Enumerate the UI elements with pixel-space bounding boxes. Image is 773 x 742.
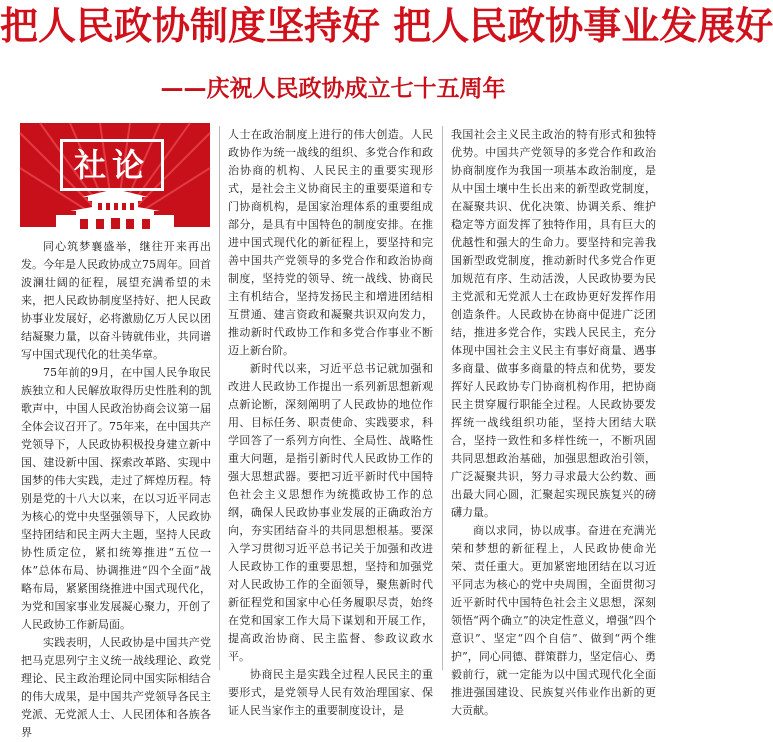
column-2 bbox=[228, 126, 433, 717]
paragraph: 75年前的9月，在中国人民争取民族独立和人民解放取得历史性胜利的凯歌声中，中国人民政治协商会议第一届全体会议召开了。75年来，在中国共产党领导下，人民政协积极投身建立新中国、建设新中国、探索改革路、实现中国梦的伟大实践，走过了辉煌历程。特别是党的十八大以来，在以习近平同志为核心的党中央坚强领导下，人民政协坚持团结和民主两大主题，坚持人民政协性质定位，紧扣统筹推进“五位一体”总体布局、协调推进“四个全面”战略布局，紧紧围绕推进中国式现代化，为党和国家事业发展凝心聚力，开创了人民政协工作新局面。 bbox=[21, 366, 211, 631]
editorial-logo bbox=[20, 123, 210, 233]
column-divider bbox=[219, 126, 220, 670]
paragraph: 商以求同，协以成事。奋进在充满光荣和梦想的新征程上，人民政协使命光荣、责任重大。更加紧密地团结在以习近平同志为核心的党中央周围，全面贯彻习近平新时代中国特色社会主义思想，深刻领悟“两个确立”的决定性意义，增强“四个意识”、坚定“四个自信”、做到“两个维护”，同心同德、群策群力，坚定信心、勇毅前行，就一定能为以中国式现代化全面推进强国建设、民族复兴伟业作出新的更大贡献。 bbox=[451, 524, 656, 717]
paragraph: 新时代以来，习近平总书记就加强和改进人民政协工作提出一系列新思想新观点新论断，深刻阐明了人民政协的地位作用、目标任务、职责使命、实践要求，科学回答了一系列方向性、全局性、战略性重大问题，是指引新时代人民政协工作的强大思想武器。要把习近平新时代中国特色社会主义思想作为统揽政协工作的总纲，确保人民政协事业发展的正确政治方向，夯实团结奋斗的共同思想根基。要深入学习贯彻习近平总书记关于加强和改进人民政协工作的重要思想，坚持和加强党对人民政协工作的全面领导，聚焦新时代新征程党和国家中心任务履职尽责，始终在党和国家工作大局下谋划和开展工作，提高政治协商、民主监督、参政议政水平。 bbox=[228, 362, 433, 663]
column-1 bbox=[21, 238, 211, 739]
paragraph: 协商民主是实践全过程人民民主的重要形式，是党领导人民有效治理国家、保证人民当家作主的重要制度设计，是 bbox=[228, 668, 433, 717]
paragraph: 同心筑梦襄盛举，继往开来再出发。今年是人民政协成立75周年。回首波澜壮阔的征程，展望充满希望的未来，把人民政协制度坚持好、把人民政协事业发展好，必将激励亿万人民以团结凝聚力量，以奋斗铸就伟业，共同谱写中国式现代化的壮美华章。 bbox=[21, 240, 211, 361]
paragraph: 人士在政治制度上进行的伟大创造。人民政协作为统一战线的组织、多党合作和政治协商的机构、人民民主的重要实现形式，是社会主义协商民主的重要渠道和专门协商机构，是国家治理体系的重要组成部分，是具有中国特色的制度安排。在推进中国式现代化的新征程上，要坚持和完善中国共产党领导的多党合作和政治协商制度，坚持党的领导、统一战线、协商民主有机结合，坚持发扬民主和增进团结相互贯通、建言资政和凝聚共识双向发力，推动新时代政协工作和多党合作事业不断迈上新台阶。 bbox=[228, 128, 433, 357]
subtitle: ——庆祝人民政协成立七十五周年 bbox=[160, 76, 506, 102]
logo-text: 社论 bbox=[73, 146, 150, 184]
paragraph: 我国社会主义民主政治的特有形式和独特优势。中国共产党领导的多党合作和政治协商制度作为我国一项基本政治制度，是从中国土壤中生长出来的新型政党制度，在凝聚共识、优化决策、协调关系、维护稳定等方面发挥了独特作用，具有巨大的优越性和强大的生命力。要坚持和完善我国新型政党制度，推动新时代多党合作更加规范有序、生动活泼，人民政协要为民主党派和无党派人士在政协更好发挥作用创造条件。人民政协在协商中促进广泛团结，推进多党合作，实践人民民主，充分体现中国社会主义民主有事好商量、遇事多商量、做事多商量的特点和优势，要发挥好人民政协专门协商机构作用，把协商民主贯穿履行职能全过程。人民政协要发挥统一战线组织功能，坚持大团结大联合，坚持一致性和多样性统一，不断巩固共同思想政治基础，加强思想政治引领，广泛凝聚共识，努力寻求最大公约数、画出最大同心圆，汇聚起实现民族复兴的磅礴力量。 bbox=[451, 128, 656, 519]
tiananmen-icon bbox=[20, 123, 210, 233]
headline: 把人民政协制度坚持好 把人民政协事业发展好 bbox=[0, 4, 773, 48]
column-divider bbox=[442, 126, 443, 670]
column-3 bbox=[451, 126, 656, 717]
paragraph: 实践表明，人民政协是中国共产党把马克思列宁主义统一战线理论、政党理论、民主政治理论同中国实际相结合的伟大成果，是中国共产党领导各民主党派、无党派人士、人民团体和各族各界 bbox=[21, 636, 211, 739]
